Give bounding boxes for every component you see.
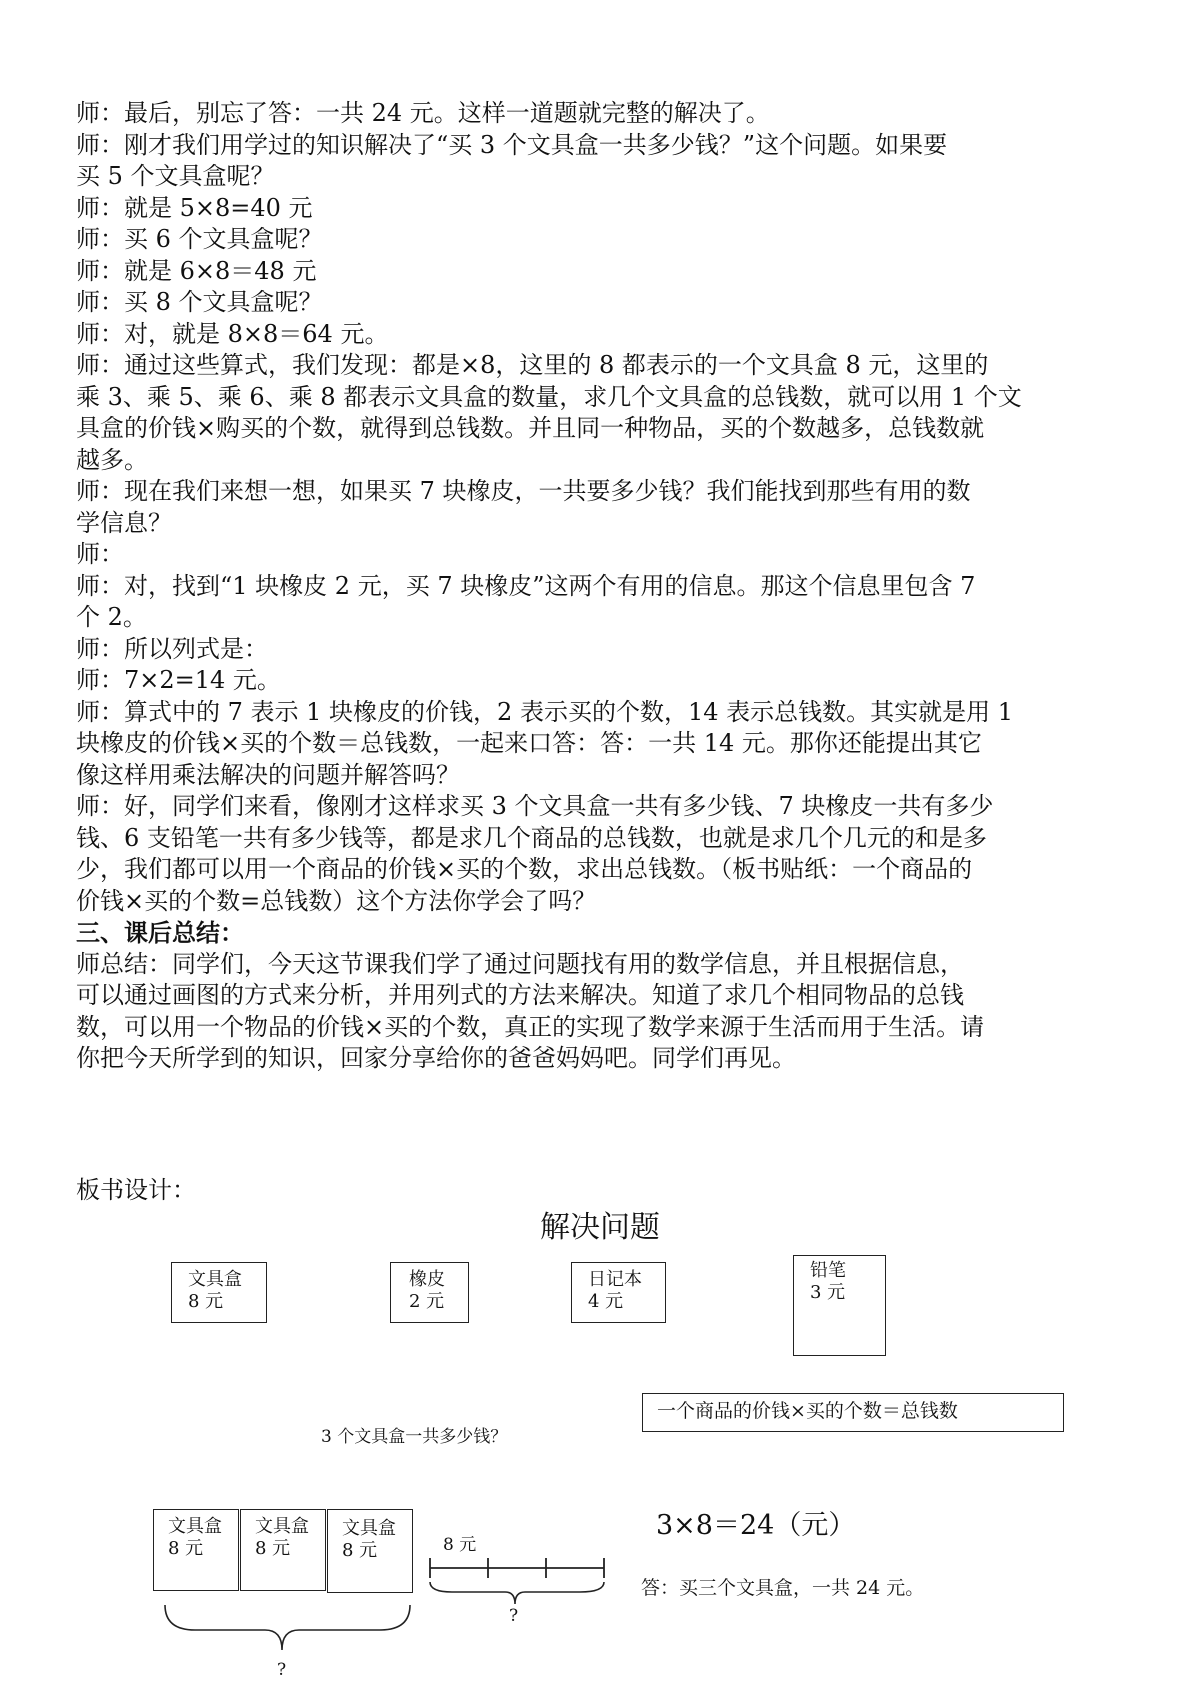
body-line: 师：就是 6×8＝48 元 — [76, 256, 317, 285]
segment-label: 8 元 — [443, 1535, 477, 1555]
summary-line: 师总结：同学们，今天这节课我们学了通过问题找有用的数学信息，并且根据信息， — [76, 949, 964, 978]
board-equation: 3×8＝24（元） — [656, 1510, 856, 1541]
body-line: 师：对，找到“1 块橡皮 2 元，买 7 块橡皮”这两个有用的信息。那这个信息里包含 7 — [76, 571, 976, 600]
item-name: 文具盒 — [188, 1269, 242, 1290]
segment-question-mark: ? — [509, 1606, 519, 1626]
body-line: 乘 3、乘 5、乘 6、乘 8 都表示文具盒的数量，求几个文具盒的总钱数，就可以用 1 个文 — [76, 382, 1022, 411]
board-answer: 答：买三个文具盒，一共 24 元。 — [641, 1577, 925, 1599]
body-line: 块橡皮的价钱×买的个数＝总钱数，一起来口答：答：一共 14 元。那你还能提出其它 — [76, 729, 982, 757]
body-line: 师：就是 5×8=40 元 — [76, 193, 313, 222]
box-name: 文具盒 — [342, 1518, 396, 1539]
box-name: 文具盒 — [168, 1516, 222, 1537]
item-name: 橡皮 — [409, 1269, 445, 1290]
body-line: 师：最后，别忘了答：一共 24 元。这样一道题就完整的解决了。 — [76, 99, 770, 127]
body-line: 师：7×2=14 元。 — [76, 666, 281, 694]
body-line: 钱、6 支铅笔一共有多少钱等，都是求几个商品的总钱数，也就是求几个几元的和是多 — [76, 823, 987, 852]
body-line: 少，我们都可以用一个商品的价钱×买的个数，求出总钱数。（板书贴纸：一个商品的 — [76, 855, 973, 883]
body-line: 具盒的价钱×购买的个数，就得到总钱数。并且同一种物品，买的个数越多，总钱数就 — [76, 414, 985, 442]
body-line: 师：刚才我们用学过的知识解决了“买 3 个文具盒一共多少钱？”这个问题。如果要 — [76, 130, 948, 159]
body-line: 师：买 6 个文具盒呢？ — [76, 225, 323, 253]
body-line: 师： — [76, 540, 124, 568]
body-line: 师：算式中的 7 表示 1 块橡皮的价钱，2 表示买的个数，14 表示总钱数。其实就是用 1 — [76, 697, 1014, 726]
body-line: 个 2。 — [76, 603, 147, 631]
box-price: 8 元 — [342, 1540, 378, 1561]
board-question: 3 个文具盒一共多少钱？ — [321, 1427, 508, 1447]
body-line: 师：所以列式是： — [76, 634, 268, 663]
boxes-question-mark: ? — [277, 1660, 287, 1680]
item-name: 铅笔 — [810, 1260, 846, 1281]
formula-box: 一个商品的价钱×买的个数＝总钱数 — [642, 1393, 1064, 1432]
body-line: 买 5 个文具盒呢？ — [76, 162, 275, 190]
body-line: 价钱×买的个数=总钱数）这个方法你学会了吗？ — [76, 886, 597, 915]
board-design-label: 板书设计： — [76, 1176, 196, 1204]
summary-line: 数，可以用一个物品的价钱×买的个数，真正的实现了数学来源于生活而用于生活。请 — [76, 1012, 985, 1041]
summary-line: 可以通过画图的方式来分析，并用列式的方法来解决。知道了求几个相同物品的总钱 — [76, 981, 964, 1009]
body-line: 师：买 8 个文具盒呢？ — [76, 288, 323, 316]
body-line: 师：对，就是 8×8＝64 元。 — [76, 319, 389, 348]
body-line: 越多。 — [76, 445, 148, 474]
segment-brace — [430, 1582, 604, 1604]
body-line: 像这样用乘法解决的问题并解答吗？ — [76, 760, 460, 789]
body-line: 师：现在我们来想一想，如果买 7 块橡皮，一共要多少钱？我们能找到那些有用的数 — [76, 477, 971, 505]
body-line: 师：通过这些算式，我们发现：都是×8，这里的 8 都表示的一个文具盒 8 元，这里的 — [76, 351, 989, 379]
item-name: 日记本 — [588, 1269, 642, 1290]
section-heading: 三、课后总结： — [76, 918, 244, 947]
line-segment — [430, 1558, 604, 1578]
item-price: 3 元 — [810, 1282, 846, 1303]
board-title: 解决问题 — [540, 1210, 660, 1245]
item-price: 8 元 — [188, 1291, 224, 1312]
item-price: 2 元 — [409, 1291, 445, 1312]
body-line: 学信息？ — [76, 508, 172, 537]
box-price: 8 元 — [255, 1538, 291, 1559]
box-price: 8 元 — [168, 1538, 204, 1559]
summary-line: 你把今天所学到的知识，回家分享给你的爸爸妈妈吧。同学们再见。 — [76, 1044, 796, 1072]
item-price: 4 元 — [588, 1291, 624, 1312]
body-line: 师：好，同学们来看，像刚才这样求买 3 个文具盒一共有多少钱、7 块橡皮一共有多少 — [76, 792, 994, 820]
boxes-brace — [165, 1605, 410, 1650]
box-name: 文具盒 — [255, 1516, 309, 1537]
